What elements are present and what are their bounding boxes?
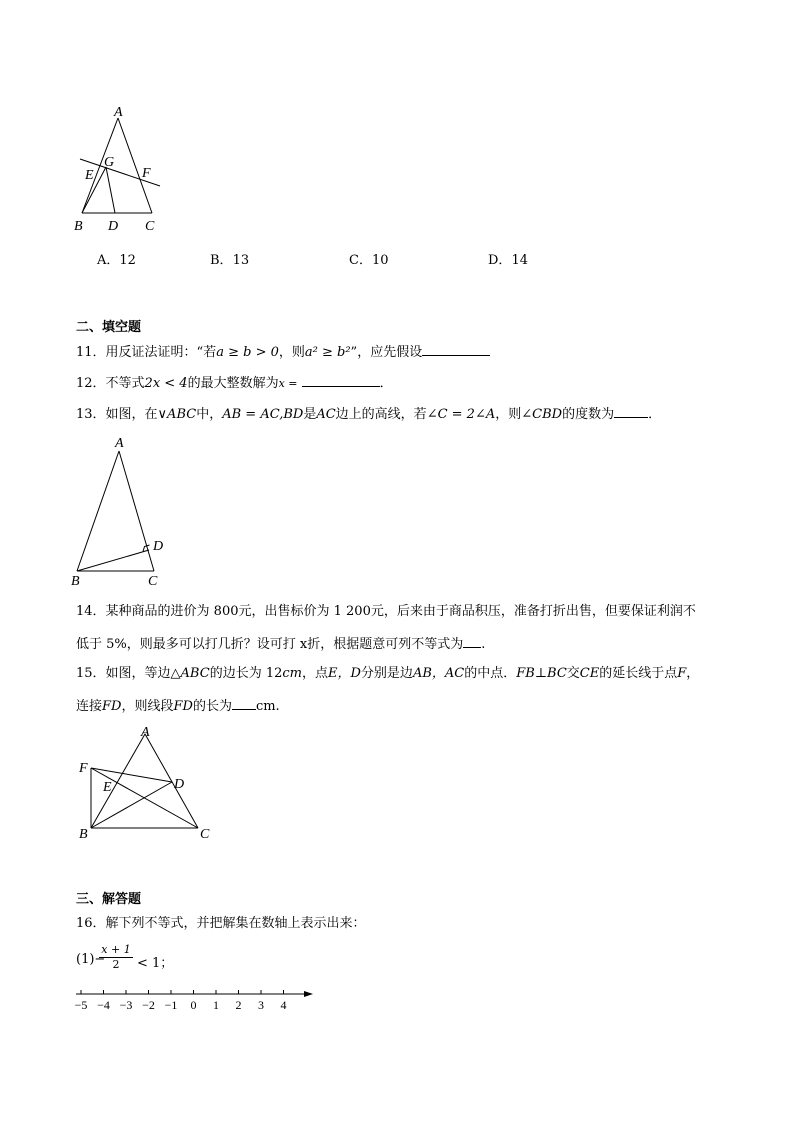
label-f: F	[142, 166, 151, 181]
number-line-tick-label: −4	[97, 998, 110, 1012]
question-12: 12．不等式2x < 4的最大整数解为x = ．	[76, 373, 393, 393]
label-a: A	[114, 105, 123, 120]
label-b: B	[71, 574, 80, 589]
section-solve: 三、解答题	[76, 892, 142, 907]
answer-blank-12[interactable]	[302, 373, 380, 387]
number-line-tick-label: −2	[142, 998, 155, 1012]
number-line-tick-label: −1	[164, 998, 178, 1012]
question-16: 16．解下列不等式，并把解集在数轴上表示出来：	[76, 916, 366, 931]
figure-q10	[70, 100, 170, 240]
label-g: G	[104, 155, 115, 170]
section-fill-in: 二、填空题	[76, 320, 142, 335]
label-e: E	[85, 168, 94, 183]
answer-blank-14[interactable]	[463, 634, 481, 648]
number-line	[70, 985, 320, 1015]
label-f: F	[79, 761, 88, 776]
question-15-line-1: 15．如图，等边△ABC的边长为 12cm，点E，D分别是边AB，AC的中点．FB⊥BC交CE的延长线于点F，	[76, 666, 700, 681]
figure-q15	[74, 720, 219, 845]
label-c: C	[200, 827, 210, 842]
label-c: C	[145, 219, 155, 234]
number-line-tick-label: 2	[235, 998, 242, 1012]
option-b[interactable]: B．13	[210, 253, 250, 268]
label-b: B	[79, 827, 88, 842]
option-c[interactable]: C．10	[349, 253, 389, 268]
figure-q13	[66, 430, 176, 592]
answer-blank-13[interactable]	[614, 404, 648, 418]
question-14-line-1: 14．某种商品的进价为 800元，出售标价为 1 200元，后来由于商品积压，准备打折出售，但要保证利润不	[76, 604, 696, 619]
label-b: B	[74, 219, 83, 234]
question-14-line-2: 低于 5%，则最多可以打几折？设可打 x折，根据题意可列不等式为 .	[76, 634, 485, 654]
label-d: D	[174, 777, 185, 792]
label-e: E	[103, 780, 112, 795]
number-line-tick-label: −5	[74, 998, 88, 1012]
answer-blank-11[interactable]	[422, 342, 490, 356]
number-line-tick-label: 1	[213, 998, 219, 1012]
fraction: x + 1 2	[99, 943, 133, 972]
label-a: A	[115, 436, 124, 451]
question-13: 13．如图，在∨ABC中，AB = AC,BD是AC边上的高线，若∠C = 2∠A，则∠CBD的度数为 ．	[76, 404, 661, 424]
number-line-tick-label: 0	[190, 998, 197, 1012]
number-line-tick-label: 3	[258, 998, 264, 1012]
label-c: C	[148, 574, 158, 589]
number-line-tick-label: 4	[280, 998, 287, 1012]
number-line-tick-label: −3	[119, 998, 133, 1012]
question-15-line-2: 连接FD，则线段FD的长为 cm.	[76, 696, 280, 716]
option-a[interactable]: A．12	[97, 253, 136, 268]
label-a: A	[141, 725, 150, 740]
label-d: D	[108, 219, 119, 234]
option-d[interactable]: D．14	[488, 253, 528, 268]
question-11: 11．用反证法证明：“若a ≥ b > 0，则a² ≥ b²”，应先假设	[76, 342, 490, 362]
answer-blank-15[interactable]	[232, 696, 256, 710]
label-d: D	[153, 539, 164, 554]
